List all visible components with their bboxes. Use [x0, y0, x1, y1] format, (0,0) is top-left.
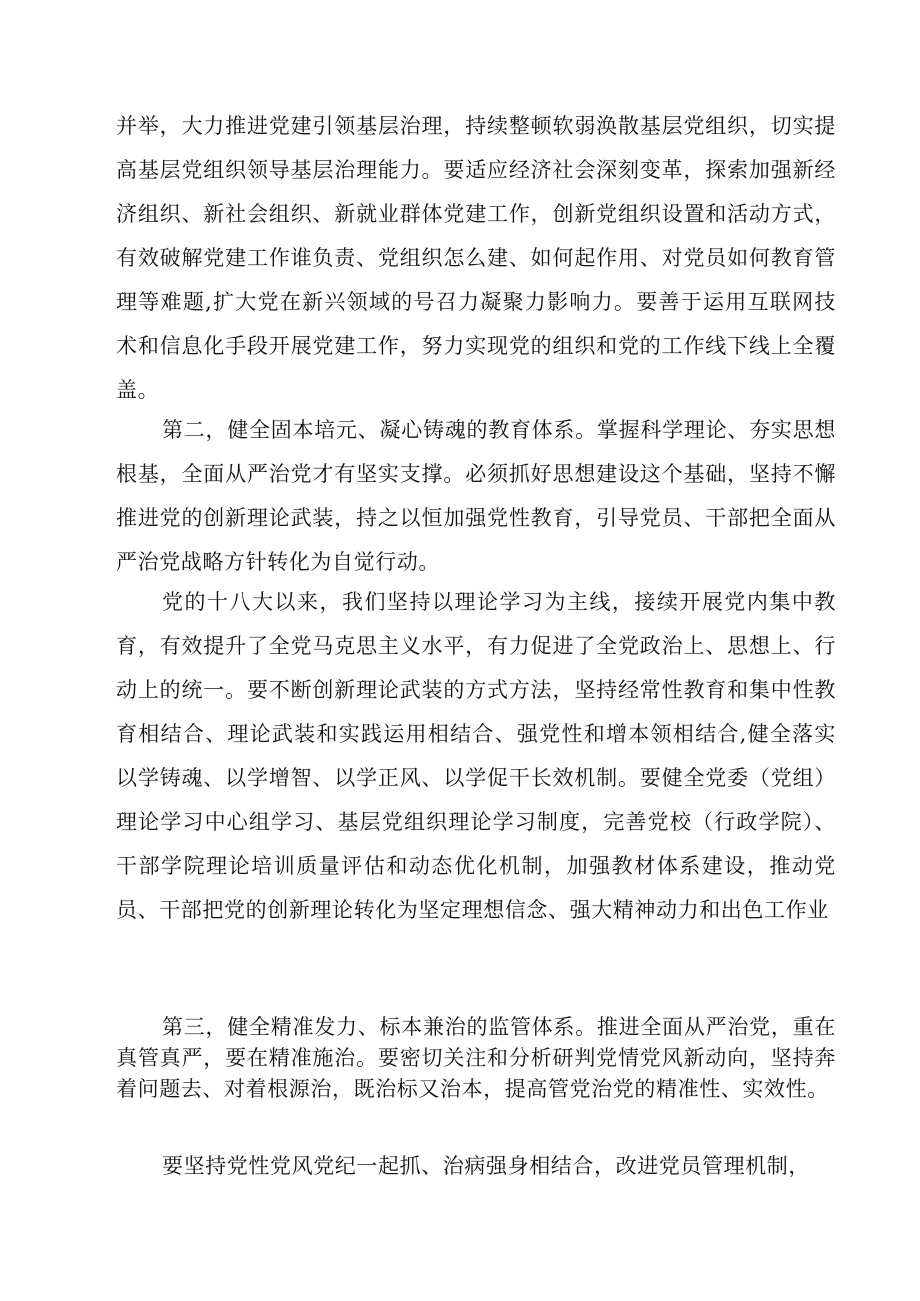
paragraph-education-system: 第二，健全固本培元、凝心铸魂的教育体系。掌握科学理论、夯实思想根基，全面从严治党才有坚实支撑。必须抓好思想建设这个基础，坚持不懈推进党的创新理论武装，持之以恒加强党性教育，引导党员、干部把全面从严治党战略方针转化为自觉行动。	[116, 418, 836, 574]
paragraph-party-building-coverage: 并举，大力推进党建引领基层治理，持续整顿软弱涣散基层党组织，切实提高基层党组织领导基层治理能力。要适应经济社会深刻变革，探索加强新经济组织、新社会组织、新就业群体党建工作，创新党组织设置和活动方式，有效破解党建工作谁负责、党组织怎么建、如何起作用、对党员如何教育管理等难题,扩大党在新兴领域的号召力凝聚力影响力。要善于运用互联网技术和信息化手段开展党建工作，努力实现党的组织和党的工作线下线上全覆盖。	[116, 114, 836, 402]
paragraph-party-member-management: 要坚持党性党风党纪一起抓、治病强身相结合，改进党员管理机制，	[162, 1154, 810, 1178]
paragraph-theory-study: 党的十八大以来，我们坚持以理论学习为主线，接续开展党内集中教育，有效提升了全党马克思主义水平，有力促进了全党政治上、思想上、行动上的统一。要不断创新理论武装的方式方法，坚持经常性教育和集中性教育相结合、理论武装和实践运用相结合、强党性和增本领相结合,健全落实以学铸魂、以学增智、以学正风、以学促干长效机制。要健全党委（党组）理论学习中心组学习、基层党组织理论学习制度，完善党校（行政学院）、干部学院理论培训质量评估和动态优化机制，加强教材体系建设，推动党员、干部把党的创新理论转化为坚定理想信念、强大精神动力和出色工作业	[116, 590, 836, 922]
paragraph-supervision-system: 第三，健全精准发力、标本兼治的监管体系。推进全面从严治党，重在真管真严，要在精准施治。要密切关注和分析研判党情党风新动向，坚持奔着问题去、对着根源治，既治标又治本，提高管党治党的精准性、实效性。	[116, 1015, 836, 1101]
